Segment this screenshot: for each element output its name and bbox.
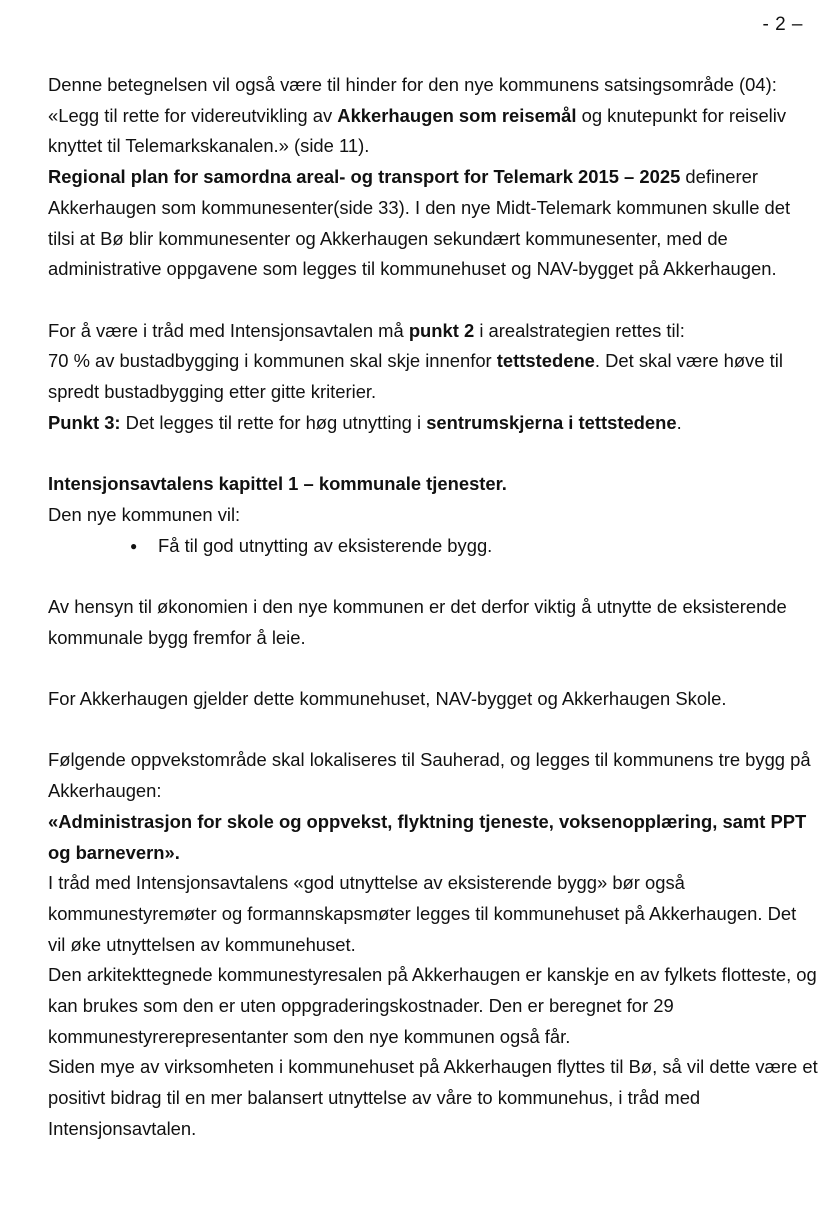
text-span: . Det skal være høve til spredt bustadbygging etter gitte kriterier.	[48, 350, 783, 403]
paragraph-punkt-3	[48, 408, 818, 439]
page-number: - 2 –	[762, 14, 803, 35]
text-span: Det legges til rette for høg utnytting i	[120, 411, 427, 433]
bold-span: tettstedene	[496, 350, 595, 372]
paragraph-kommunestyresalen: Den arkitekttegnede kommunestyresalen på Akkerhaugen er kanskje en av fylkets flotteste, og kan brukes som den er uten oppgraderingskostnader. Den er beregnet for 29 kommunestyrerepresentanter som den nye kommunen også får.	[48, 964, 817, 1047]
bold-span: Regional plan for samordna areal- og transport for Telemark 2015 – 2025	[48, 166, 681, 188]
paragraph-regional-plan	[48, 162, 818, 285]
paragraph-okonomi: Av hensyn til økonomien i den nye kommunen er det derfor viktig å utnytte de eksisterende kommunale bygg fremfor å leie.	[48, 595, 787, 648]
text-span: og knutepunkt for reiseliv knyttet til Telemarkskanalen.» (side 11).	[48, 104, 787, 157]
section-heading: Intensjonsavtalens kapittel 1 – kommunale tjenester.	[48, 473, 507, 495]
document-body	[48, 70, 818, 1145]
bullet-list	[48, 531, 818, 562]
spacer	[48, 653, 818, 684]
bold-span: punkt 2	[408, 319, 475, 341]
text-span: 70 % av bustadbygging i kommunen skal skje innenfor	[48, 350, 497, 372]
spacer	[48, 715, 818, 746]
paragraph-oppvekstomrade: Følgende oppvekstområde skal lokaliseres til Sauherad, og legges til kommunens tre bygg på Akkerhaugen:	[48, 749, 811, 802]
paragraph-administrasjon-quote: «Administrasjon for skole og oppvekst, flyktning tjeneste, voksenopplæring, samt PPT og barnevern».	[48, 810, 807, 863]
paragraph-intro: Denne betegnelsen vil også være til hinder for den nye kommunens satsingsområde (04):	[48, 74, 777, 95]
paragraph-bustadbygging	[48, 346, 818, 407]
spacer	[48, 285, 818, 316]
bullet-item: ● Få til god utnytting av eksisterende bygg.	[130, 531, 818, 562]
bold-span: sentrumskjerna i tettstedene	[426, 411, 677, 433]
text-span: i arealstrategien rettes til:	[474, 319, 685, 341]
paragraph-kommunen-vil: Den nye kommunen vil:	[48, 503, 241, 525]
paragraph-kommunestyremoter: I tråd med Intensjonsavtalens «god utnyttelse av eksisterende bygg» bør også kommunestyremøter og formannskapsmøter legges til kommunehuset på Akkerhaugen. Det vil øke utnyttelsen av kommunehuset.	[48, 872, 797, 955]
paragraph-balansert-utnyttelse: Siden mye av virksomheten i kommunehuset på Akkerhaugen flyttes til Bø, så vil dette være et positivt bidrag til en mer balansert utnyttelse av våre to kommunehus, i tråd med Intensjonsavtalen.	[48, 1056, 818, 1139]
bold-span: Akkerhaugen som reisemål	[337, 104, 577, 126]
text-span: .	[676, 411, 682, 433]
paragraph-akkerhaugen-bygg: For Akkerhaugen gjelder dette kommunehuset, NAV-bygget og Akkerhaugen Skole.	[48, 688, 727, 709]
spacer	[48, 561, 818, 592]
paragraph-quote-reisemal	[48, 101, 818, 162]
bold-span: Punkt 3:	[48, 411, 121, 433]
text-span: For å være i tråd med Intensjonsavtalen må	[48, 319, 409, 341]
spacer	[48, 438, 818, 469]
text-span: definerer Akkerhaugen som kommunesenter(side 33). I den nye Midt-Telemark kommunen skulle det tilsi at Bø blir kommunesenter og Akkerhaugen sekundært kommunesenter, med de administrative oppgavene som legges til kommunehuset og NAV-bygget på Akkerhaugen.	[48, 166, 791, 280]
text-span: «Legg til rette for videreutvikling av	[48, 104, 338, 126]
paragraph-punkt-2	[48, 316, 818, 347]
